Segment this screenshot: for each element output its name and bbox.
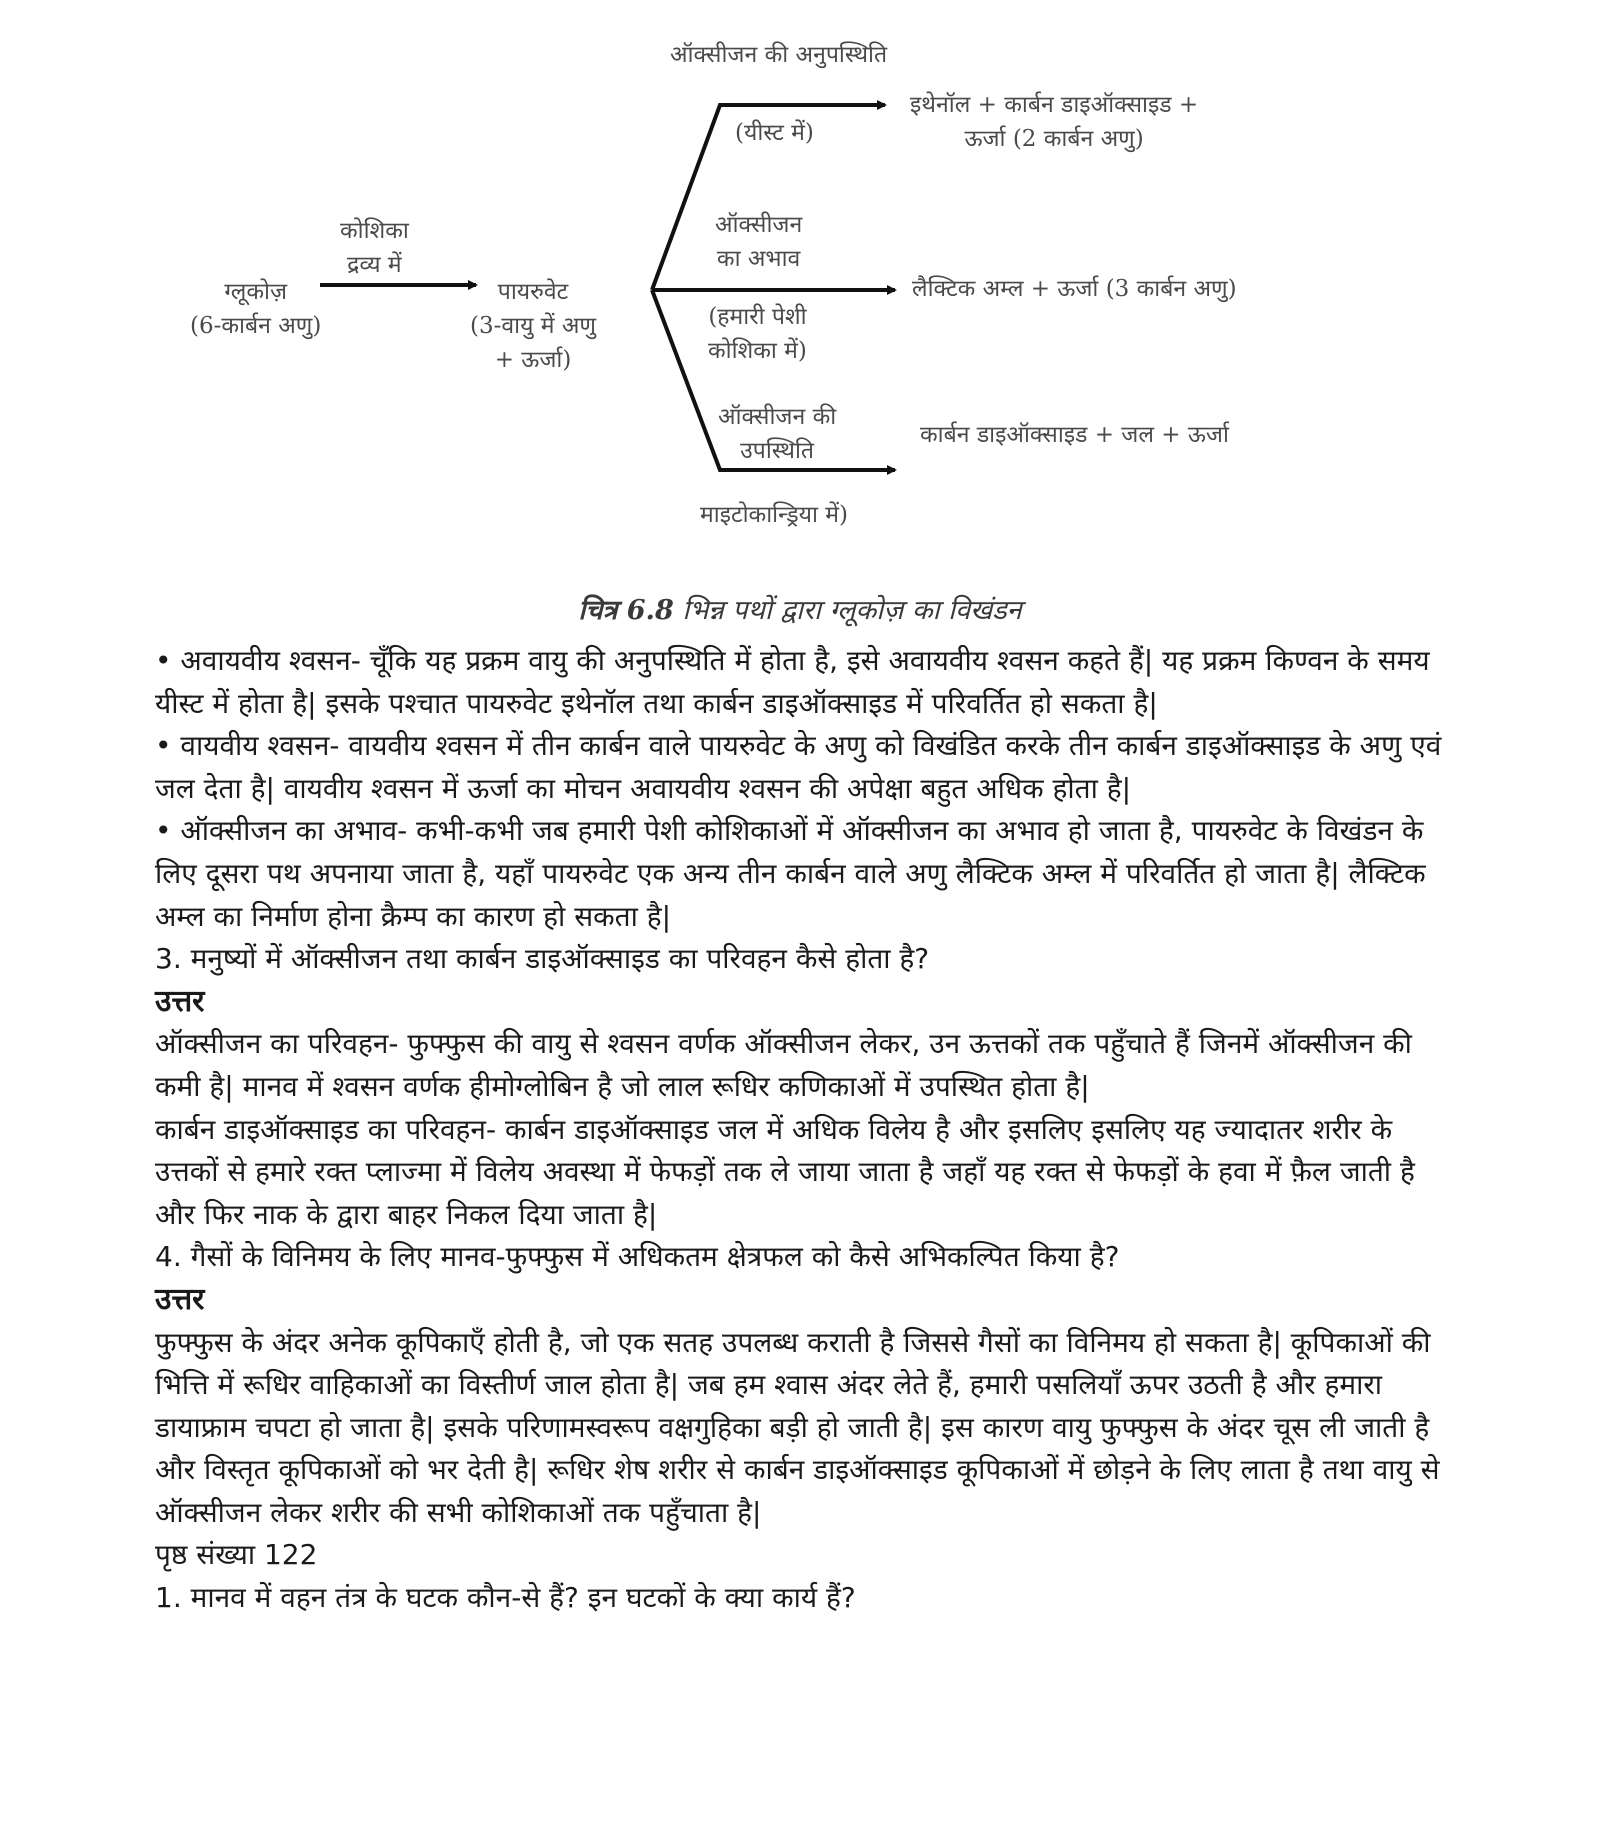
product-co2-water: कार्बन डाइऑक्साइड + जल + ऊर्जा: [920, 422, 1229, 448]
cytoplasm-line2: द्रव्य में: [347, 252, 402, 278]
figure-number: चित्र 6.8: [578, 595, 674, 626]
figure-caption: [0, 590, 1600, 627]
product-ethanol: [910, 88, 1198, 156]
label-muscle-cells: [708, 300, 807, 368]
pyruvate-line2: (3-वायु में अणु: [470, 313, 597, 339]
label-mitochondria: माइटोकान्ड्रिया में): [700, 502, 849, 528]
paragraph: 1. मानव में वहन तंत्र के घटक कौन-से हैं? इन घटकों के क्या कार्य हैं?: [155, 1581, 856, 1615]
glucose-carbons: (6-कार्बन अणु): [190, 313, 322, 339]
label-in-yeast: (यीस्ट में): [735, 120, 814, 146]
paragraph: 4. गैसों के विनिमय के लिए मानव-फुफ्फुस में अधिकतम क्षेत्रफल को कैसे अभिकल्पित किया है?: [155, 1240, 1120, 1274]
paragraph: 3. मनुष्यों में ऑक्सीजन तथा कार्बन डाइऑक्साइड का परिवहन कैसे होता है?: [155, 942, 930, 976]
paragraph: • अवायवीय श्वसन- चूँकि यह प्रक्रम वायु की अनुपस्थिति में होता है, इसे अवायवीय श्वसन कहते हैं| यह प्रक्रम किण्वन के समय यीस्ट में होता है| इसके पश्चात पायरुवेट इथेनॉल तथा कार्बन डाइऑक्साइड में परिवर्तित हो सकता है|: [155, 644, 1430, 720]
answer-heading: उत्तर: [155, 1281, 205, 1317]
oxygen-lack-line2: का अभाव: [716, 246, 801, 272]
pyruvate-line3: + ऊर्जा): [494, 347, 572, 373]
oxygen-lack-line1: ऑक्सीजन: [715, 212, 803, 238]
paragraph: ऑक्सीजन का परिवहन- फुफ्फुस की वायु से श्वसन वर्णक ऑक्सीजन लेकर, उन ऊत्तकों तक पहुँचाते हैं जिनमें ऑक्सीजन की कमी है| मानव में श्वसन वर्णक हीमोग्लोबिन है जो लाल रूधिर कणिकाओं में उपस्थित होता है|: [155, 1027, 1412, 1103]
glucose-name: ग्लूकोज़: [224, 279, 288, 305]
ethanol-line1: इथेनॉल + कार्बन डाइऑक्साइड +: [910, 92, 1199, 118]
label-oxygen-present: [718, 400, 836, 468]
oxygen-present-line2: उपस्थिति: [740, 438, 815, 464]
cytoplasm-line1: कोशिका: [340, 218, 409, 244]
paragraph: • वायवीय श्वसन- वायवीय श्वसन में तीन कार्बन वाले पायरुवेट के अणु को विखंडित करके तीन कार्बन डाइऑक्साइड के अणु एवं जल देता है| वायवीय श्वसन में ऊर्जा का मोचन अवायवीय श्वसन की अपेक्षा बहुत अधिक होता है|: [155, 729, 1442, 805]
pyruvate-name: पायरुवेट: [497, 279, 569, 305]
answer-heading: उत्तर: [155, 983, 205, 1019]
product-lactic-acid: लैक्टिक अम्ल + ऊर्जा (3 कार्बन अणु): [912, 276, 1237, 302]
ethanol-line2: ऊर्जा (2 कार्बन अणु): [964, 126, 1144, 152]
paragraph: कार्बन डाइऑक्साइड का परिवहन- कार्बन डाइऑक्साइड जल में अधिक विलेय है और इसलिए इसलिए यह ज्यादातर शरीर के उत्तकों से हमारे रक्त प्लाज्मा में विलेय अवस्था में फेफड़ों तक ले जाया जाता है जहाँ यह रक्त से फेफड़ों के हवा में फ़ैल जाती है और फिर नाक के द्वारा बाहर निकल दिया जाता है|: [155, 1112, 1415, 1231]
paragraph: • ऑक्सीजन का अभाव- कभी-कभी जब हमारी पेशी कोशिकाओं में ऑक्सीजन का अभाव हो जाता है, पायरुवेट के विखंडन के लिए दूसरा पथ अपनाया जाता है, यहाँ पायरुवेट एक अन्य तीन कार्बन वाले अणु लैक्टिक अम्ल में परिवर्तित हो जाता है| लैक्टिक अम्ल का निर्माण होना क्रैम्प का कारण हो सकता है|: [155, 814, 1426, 933]
figure-title: भिन्न पथों द्वारा ग्लूकोज़ का विखंडन: [682, 595, 1022, 626]
muscle-line1: (हमारी पेशी: [708, 304, 807, 330]
label-oxygen-absent: ऑक्सीजन की अनुपस्थिति: [670, 42, 888, 68]
label-pyruvate: [470, 275, 596, 377]
label-oxygen-lack: [715, 208, 802, 276]
muscle-line2: कोशिका में): [708, 338, 807, 364]
answer-text: [155, 640, 1455, 1620]
glucose-breakdown-diagram: [0, 0, 1600, 640]
paragraph: फुफ्फुस के अंदर अनेक कूपिकाएँ होती है, जो एक सतह उपलब्ध कराती है जिससे गैसों का विनिमय हो सकता है| कूपिकाओं की भित्ति में रूधिर वाहिकाओं का विस्तीर्ण जाल होता है| जब हम श्वास अंदर लेते हैं, हमारी पसलियाँ ऊपर उठती है और हमारा डायाफ्राम चपटा हो जाता है| इसके परिणामस्वरूप वक्षगुहिका बड़ी हो जाती है| इस कारण वायु फुफ्फुस के अंदर चूस ली जाती है और विस्तृत कूपिकाओं को भर देती है| रूधिर शेष शरीर से कार्बन डाइऑक्साइड कूपिकाओं में छोड़ने के लिए लाता है तथा वायु से ऑक्सीजन लेकर शरीर की सभी कोशिकाओं तक पहुँचाता है|: [155, 1325, 1440, 1529]
paragraph: पृष्ठ संख्या 122: [155, 1538, 318, 1572]
label-glucose: [190, 275, 321, 343]
label-cytoplasm: [340, 214, 409, 282]
oxygen-present-line1: ऑक्सीजन की: [718, 404, 837, 430]
